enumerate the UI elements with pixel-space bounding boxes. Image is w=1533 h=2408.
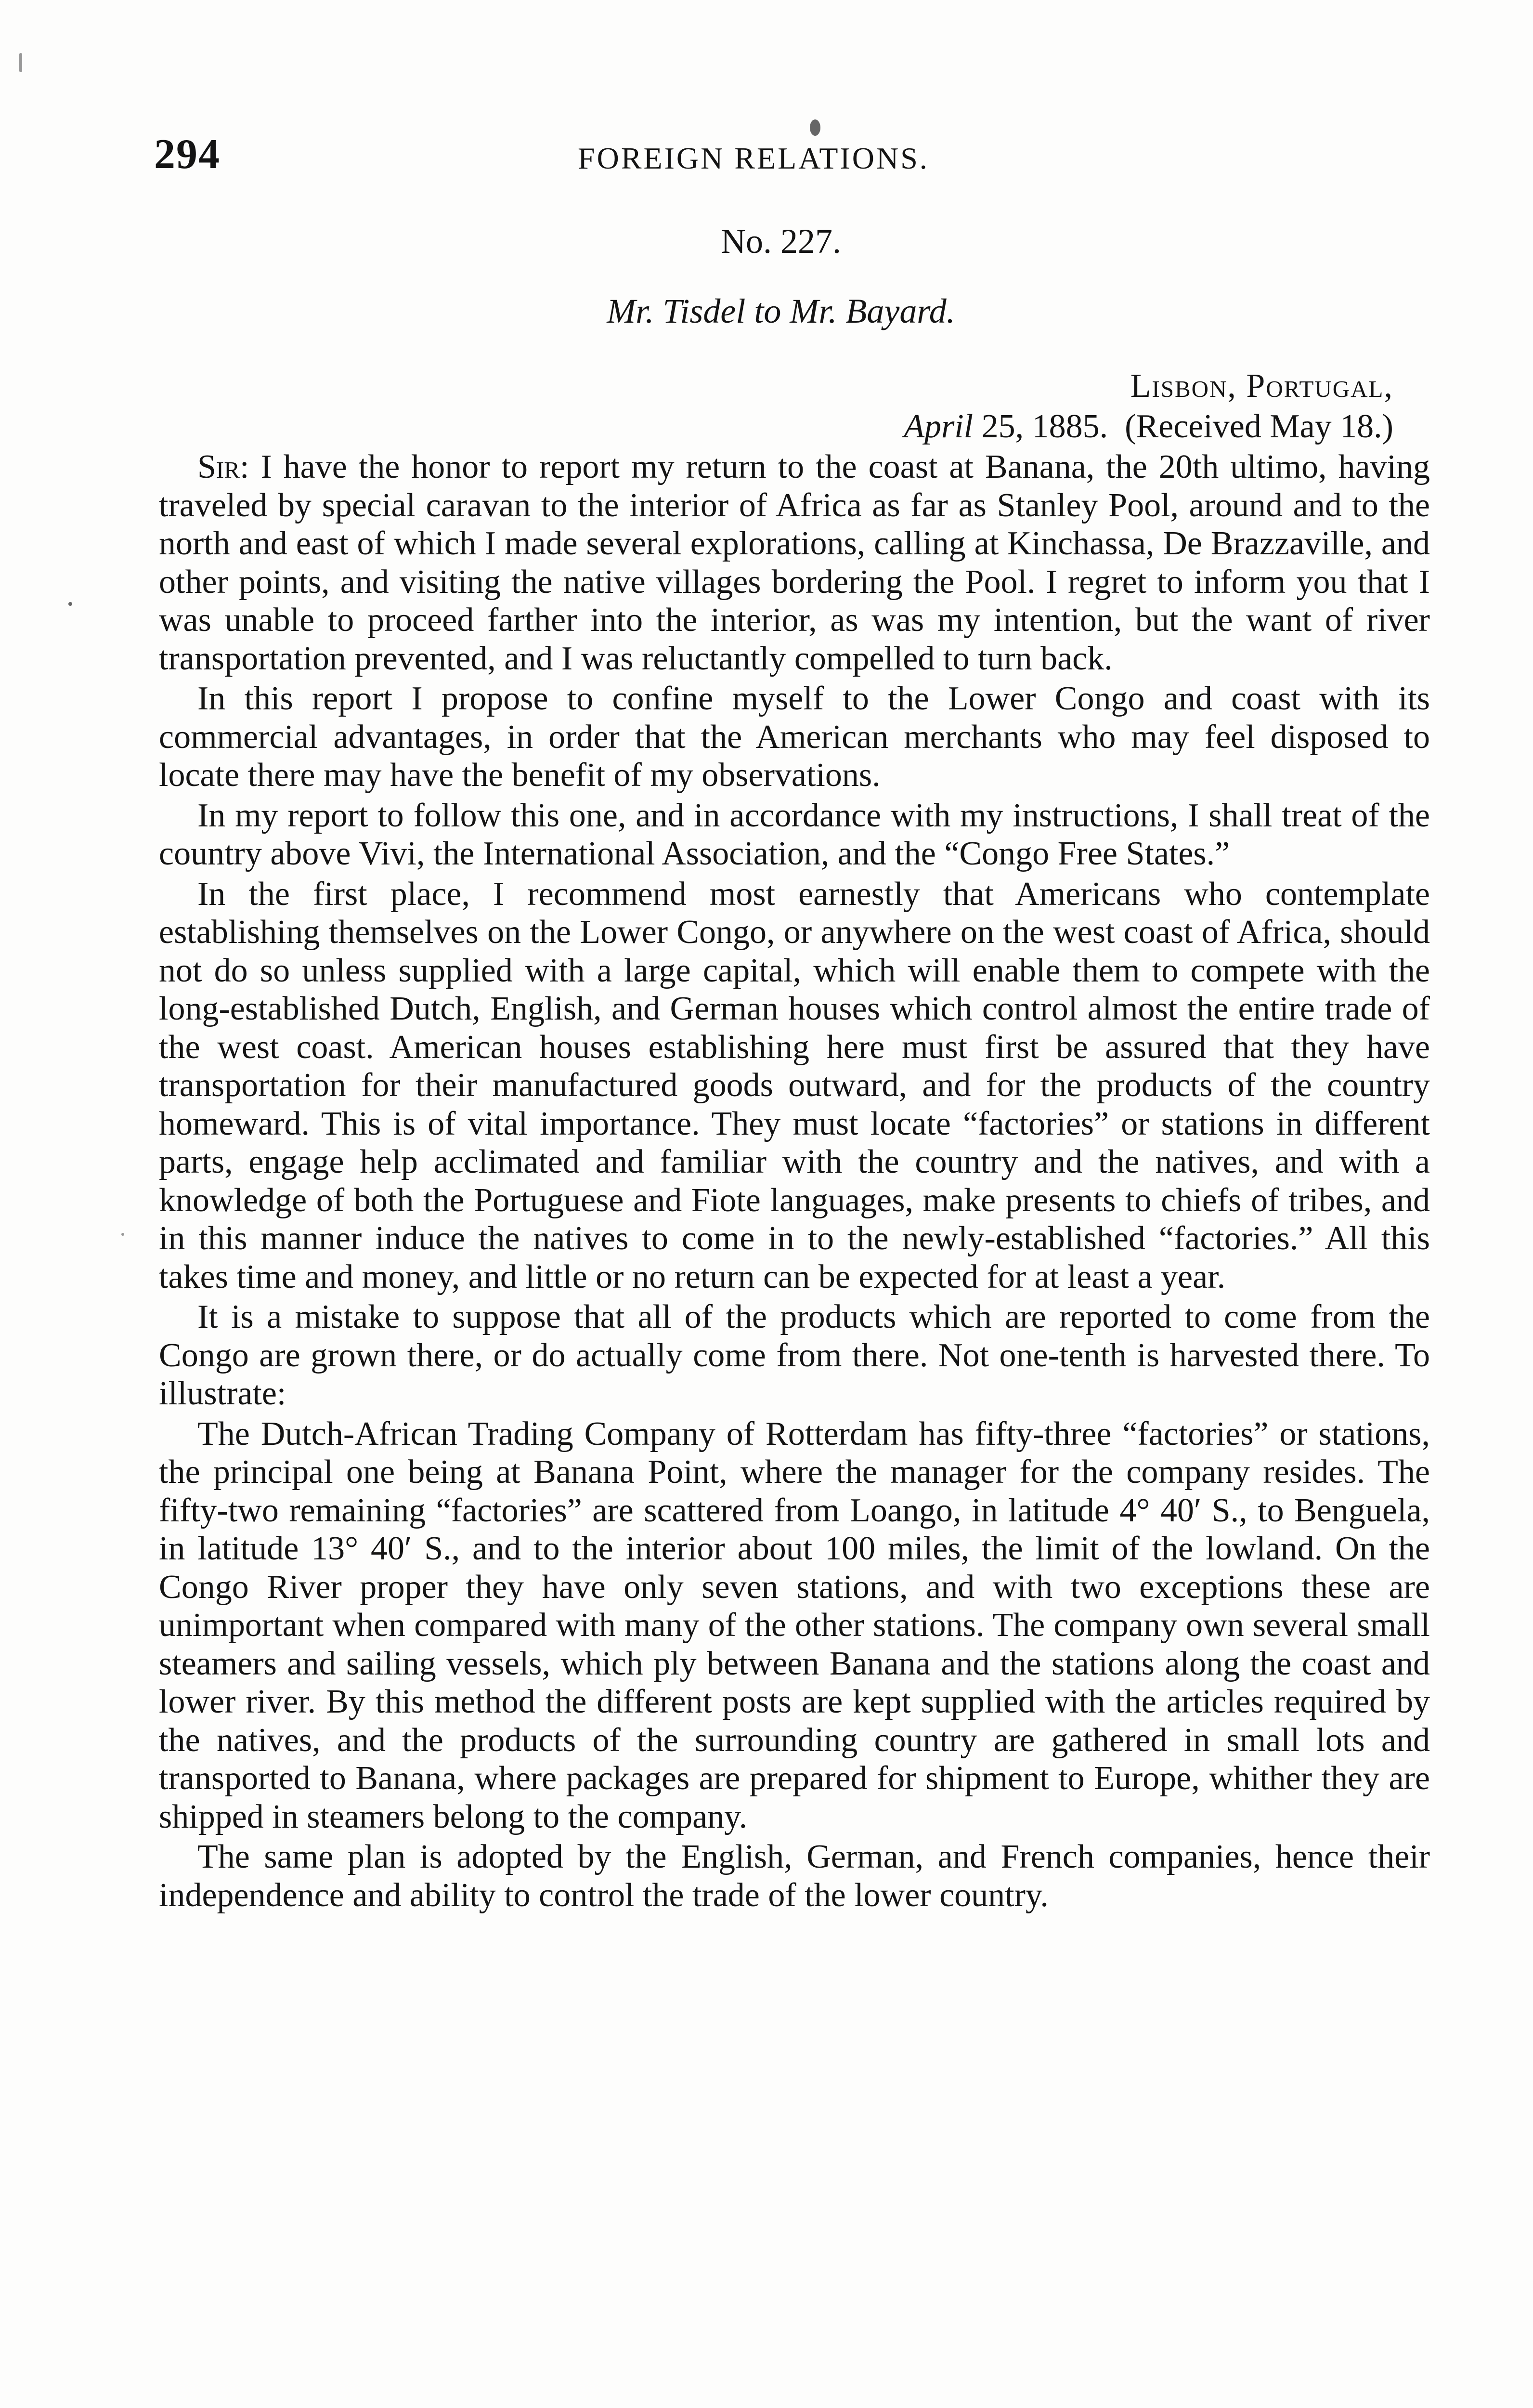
page-number: 294 [154, 131, 221, 178]
running-title: FOREIGN RELATIONS. [578, 141, 929, 175]
ink-speck [19, 53, 22, 72]
document-number: No. 227. [721, 222, 841, 261]
paragraph-7: The same plan is adopted by the English, German, and French companies, hence their independence and ability to control the trade of the lower country. [159, 1838, 1430, 1914]
paragraph-1-text: : I have the honor to report my return to the coast at Banana, the 20th ultimo, having traveled by special caravan to the interior of Africa as far as Stanley Pool, around and to the north and east of which I made several explorations, calling at Kinchassa, De Brazzaville, and other points, and visiting the native villages bordering the Pool. I regret to inform you that I was unable to proceed farther into the interior, as was my intention, but the want of river transportation prevented, and I was reluctantly compelled to turn back. [159, 448, 1430, 677]
dateline-day-year: 25, 1885. [973, 408, 1108, 445]
paragraph-6: The Dutch-African Trading Company of Rotterdam has fifty-three “factories” or stations, the principal one being at Banana Point, where the manager for the company resides. The fifty-two remaining “factories” are scattered from Loango, in latitude 4° 40′ S., to Benguela, in latitude 13° 40′ S., and to the interior about 100 miles, the limit of the lowland. On the Congo River proper they have only seven stations, and with two exceptions these are unimportant when compared with many of the other stations. The company own several small steamers and sailing vessels, which ply between Banana and the stations along the coast and lower river. By this method the different posts are kept supplied with the articles required by the natives, and the products of the surrounding country are gathered in small lots and transported to Banana, where packages are prepared for shipment to Europe, whither they are shipped in steamers belong to the company. [159, 1415, 1430, 1835]
ink-speck [68, 602, 72, 606]
ink-speck [121, 1233, 124, 1236]
dateline-date [904, 406, 1393, 447]
paragraph-1 [159, 448, 1430, 678]
paragraph-3: In my report to follow this one, and in accordance with my instructions, I shall treat of the country above Vivi, the International Association, and the “Congo Free States.” [159, 797, 1430, 872]
dateline [904, 366, 1393, 447]
letter-body [159, 448, 1430, 1916]
ink-speck [810, 119, 820, 136]
received-note: (Received May 18.) [1125, 408, 1393, 445]
dateline-month: April [904, 408, 974, 445]
paragraph-4: In the first place, I recommend most earnestly that Americans who contemplate establishing themselves on the Lower Congo, or anywhere on the west coast of Africa, should not do so unless supplied with a large capital, which will enable them to compete with the long-established Dutch, English, and German houses which control almost the entire trade of the west coast. American houses establishing here must first be assured that they have transportation for their manufactured goods outward, and for the products of the country homeward. This is of vital importance. They must locate “factories” or stations in different parts, engage help acclimated and familiar with the country and the natives, and with a knowledge of both the Portuguese and Fiote languages, make presents to chiefs of tribes, and in this manner induce the natives to come in to the newly-established “factories.” All this takes time and money, and little or no return can be expected for at least a year. [159, 875, 1430, 1296]
running-head [154, 130, 1425, 188]
paragraph-5: It is a mistake to suppose that all of the products which are reported to come from the Congo are grown there, or do actually come from there. Not one-tenth is harvested there. To illustrate: [159, 1298, 1430, 1412]
salutation: Sir [197, 448, 240, 485]
dateline-place: Lisbon, Portugal, [1130, 367, 1393, 405]
paragraph-2: In this report I propose to confine myself to the Lower Congo and coast with its commercial advantages, in order that the American merchants who may feel disposed to locate there may have the benefit of my observations. [159, 680, 1430, 794]
document-heading: Mr. Tisdel to Mr. Bayard. [607, 292, 955, 330]
